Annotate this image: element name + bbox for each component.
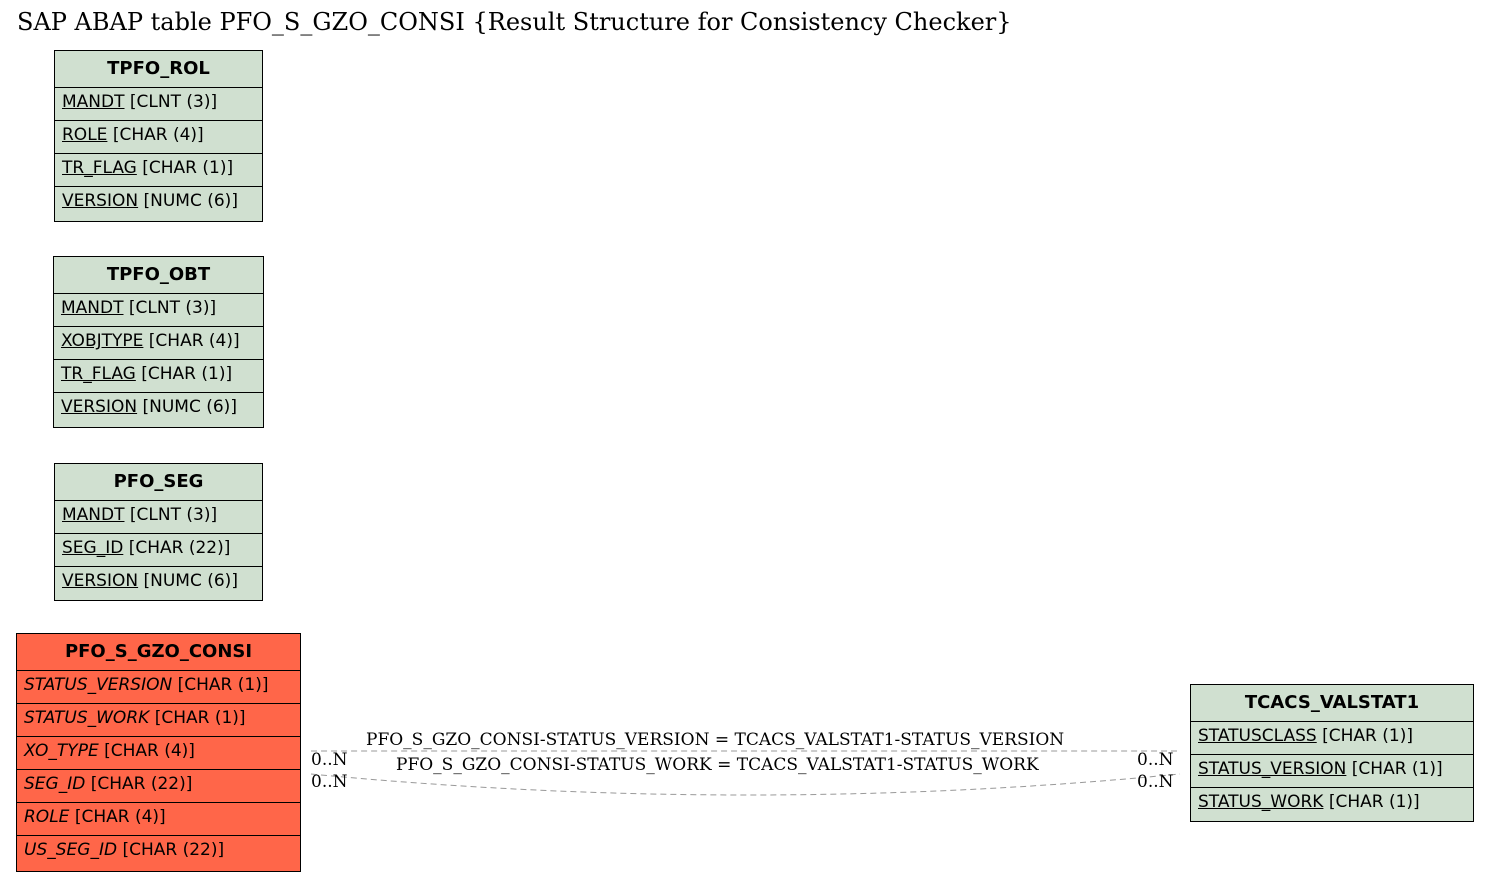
- field-type: [CLNT (3)]: [128, 298, 217, 318]
- field-name: SEG_ID: [62, 538, 124, 558]
- field-type: [CHAR (1)]: [1322, 726, 1413, 746]
- field-name: STATUS_VERSION: [24, 675, 173, 695]
- field-type: [CHAR (1)]: [141, 364, 233, 384]
- field-name: STATUSCLASS: [1198, 726, 1317, 746]
- field-type: [NUMC (6)]: [143, 571, 238, 591]
- field-name: MANDT: [62, 505, 125, 525]
- field-type: [NUMC (6)]: [142, 397, 237, 417]
- field-type: [NUMC (6)]: [143, 191, 238, 211]
- field-name: XO_TYPE: [24, 741, 99, 761]
- field-type: [CHAR (1)]: [177, 675, 269, 695]
- field-type: [CHAR (22)]: [122, 840, 225, 860]
- cardinality-label: 0..N: [1137, 772, 1174, 792]
- field-type: [CHAR (22)]: [90, 774, 193, 794]
- entity-header: TCACS_VALSTAT1: [1191, 685, 1473, 722]
- field-name: XOBJTYPE: [61, 331, 144, 351]
- field-name: MANDT: [61, 298, 124, 318]
- cardinality-label: 0..N: [311, 772, 348, 792]
- field-name: VERSION: [62, 191, 139, 211]
- field-type: [CHAR (22)]: [128, 538, 231, 558]
- entity-header: PFO_SEG: [55, 464, 262, 501]
- field-name: STATUS_VERSION: [1198, 759, 1347, 779]
- field-name: VERSION: [61, 397, 138, 417]
- field-type: [CHAR (1)]: [1328, 792, 1420, 812]
- relation-label: PFO_S_GZO_CONSI-STATUS_VERSION = TCACS_VALSTAT1-STATUS_VERSION: [366, 730, 1065, 750]
- field-name: SEG_ID: [24, 774, 86, 794]
- field-type: [CHAR (1)]: [142, 158, 234, 178]
- field-name: TR_FLAG: [61, 364, 136, 384]
- field-name: VERSION: [62, 571, 139, 591]
- cardinality-label: 0..N: [1137, 750, 1174, 770]
- entity-header: PFO_S_GZO_CONSI: [17, 634, 300, 671]
- field-name: ROLE: [24, 807, 70, 827]
- entity-header: TPFO_ROL: [55, 51, 262, 88]
- field-name: US_SEG_ID: [24, 840, 118, 860]
- field-type: [CHAR (1)]: [154, 708, 246, 728]
- field-type: [CHAR (4)]: [74, 807, 166, 827]
- field-type: [CHAR (4)]: [148, 331, 240, 351]
- field-type: [CHAR (4)]: [112, 125, 204, 145]
- relation-label: PFO_S_GZO_CONSI-STATUS_WORK = TCACS_VALSTAT1-STATUS_WORK: [396, 755, 1039, 775]
- diagram-title: SAP ABAP table PFO_S_GZO_CONSI {Result Structure for Consistency Checker}: [17, 8, 1012, 36]
- field-type: [CLNT (3)]: [129, 92, 218, 112]
- field-name: STATUS_WORK: [1198, 792, 1324, 812]
- field-name: MANDT: [62, 92, 125, 112]
- field-name: TR_FLAG: [62, 158, 137, 178]
- field-type: [CHAR (1)]: [1351, 759, 1443, 779]
- cardinality-label: 0..N: [311, 750, 348, 770]
- field-type: [CHAR (4)]: [104, 741, 195, 761]
- field-name: STATUS_WORK: [24, 708, 150, 728]
- entity-header: TPFO_OBT: [54, 257, 263, 294]
- field-type: [CLNT (3)]: [129, 505, 218, 525]
- relation-line-status-work: [311, 774, 1180, 795]
- field-name: ROLE: [62, 125, 108, 145]
